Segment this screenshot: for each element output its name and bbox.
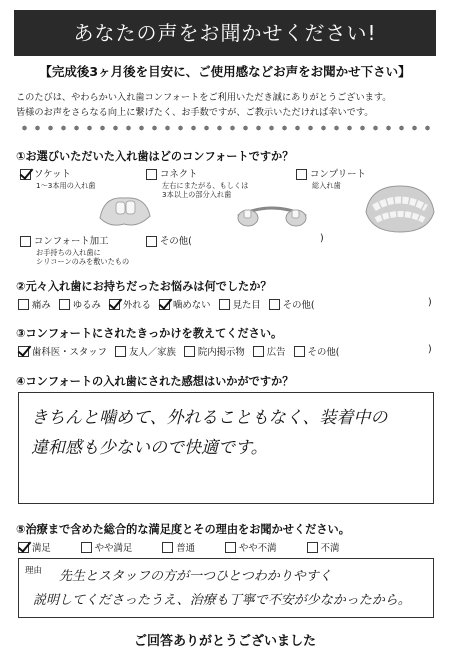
closing-message: ご回答ありがとうございました: [133, 634, 316, 649]
checkbox[interactable]: [146, 169, 157, 180]
q1-question: ①お選びいただいた入れ歯はどのコンフォートですか？: [16, 150, 294, 163]
q3-option-friend-family[interactable]: 友人／家族: [115, 344, 176, 358]
q1-option-other[interactable]: その他(: [146, 233, 192, 247]
survey-title: あなたの声をお聞かせください!: [14, 10, 436, 56]
q2-question: ②元々入れ歯にお持ちだったお悩みは何でしたか？: [16, 280, 272, 293]
checkbox-checked[interactable]: [20, 169, 31, 180]
checkbox[interactable]: [296, 169, 307, 180]
q1-option-connect[interactable]: コネクト: [146, 166, 198, 180]
q1-note-complete: 総入れ歯: [312, 181, 341, 190]
q1-option-processing[interactable]: コンフォート加工: [20, 233, 109, 247]
q2-option-cannot-chew[interactable]: 噛めない: [159, 297, 211, 311]
q5-option-somewhat-satisfied[interactable]: やや満足: [81, 540, 133, 554]
q4-answer-box[interactable]: [18, 392, 434, 504]
q1-note-processing: お手持ちの入れ歯に シリコーンのみを敷いたもの: [36, 248, 130, 266]
connect-denture-image: [232, 196, 312, 232]
q2-options: [18, 297, 434, 311]
q5-reason-line: 先生とスタッフの方が一つひとつわかりやすく: [59, 569, 332, 584]
q4-answer-line: 違和感も少ないので快適です。: [31, 438, 268, 458]
q5-question: ⑤治療まで含めた総合的な満足度とその理由をお聞かせください。: [16, 523, 350, 536]
q5-option-neutral[interactable]: 普通: [162, 540, 195, 554]
q1-option-complete[interactable]: コンプリート: [296, 166, 366, 180]
checkbox[interactable]: [20, 236, 31, 247]
q4-question: ④コンフォートの入れ歯にされた感想はいかがですか？: [16, 375, 294, 388]
intro-text: [16, 90, 436, 120]
q5-option-somewhat-dissatisfied[interactable]: やや不満: [225, 540, 277, 554]
q5-options: [18, 540, 434, 554]
q2-option-falls-out[interactable]: 外れる: [109, 297, 151, 311]
q1-note-connect: 左右にまたがる、もしくは 3本以上の部分入れ歯: [162, 181, 249, 199]
q1-other-close: ): [320, 233, 324, 244]
q1-note-socket: 1〜3本用の入れ歯: [36, 181, 96, 190]
checkbox[interactable]: [146, 236, 157, 247]
q1-option-socket[interactable]: ソケット: [20, 166, 71, 180]
q2-option-looseness[interactable]: ゆるみ: [59, 297, 101, 311]
q3-option-advertisement[interactable]: 広告: [253, 344, 286, 358]
q5-reason-box[interactable]: [18, 558, 434, 618]
q2-option-appearance[interactable]: 見た目: [219, 297, 261, 311]
survey-subtitle: 【完成後3ヶ月後を目安に、ご使用感などお声をお聞かせ下さい】: [39, 64, 411, 79]
socket-denture-image: [94, 188, 154, 232]
q3-options: [18, 344, 434, 358]
q3-option-clinic-poster[interactable]: 院内掲示物: [184, 344, 245, 358]
q5-option-satisfied[interactable]: 満足: [18, 540, 51, 554]
q2-other-close: ): [428, 297, 432, 308]
q5-reason-line: 説明してくださったうえ、治療も丁寧で不安が少なかったから。: [33, 593, 411, 608]
dotted-divider: [18, 124, 434, 132]
q5-option-dissatisfied[interactable]: 不満: [307, 540, 340, 554]
q4-answer-line: きちんと噛めて、外れることもなく、装着中の: [31, 408, 388, 428]
intro-line: 皆様のお声をさらなる向上に繋げたく、お手数ですが、ご教示いただければ幸いです。: [16, 107, 374, 118]
q2-option-other[interactable]: その他(: [269, 297, 315, 311]
q3-option-dentist-staff[interactable]: 歯科医・スタッフ: [18, 344, 107, 358]
q3-option-other[interactable]: その他(: [294, 344, 340, 358]
complete-denture-image: [362, 182, 438, 236]
intro-line: このたびは、やわらかい入れ歯コンフォートをご利用いただき誠にありがとうございます。: [16, 92, 392, 103]
reason-label: 理由: [25, 566, 43, 576]
q3-question: ③コンフォートにされたきっかけを教えてください。: [16, 327, 283, 340]
q3-other-close: ): [428, 344, 432, 355]
q2-option-pain[interactable]: 痛み: [18, 297, 51, 311]
